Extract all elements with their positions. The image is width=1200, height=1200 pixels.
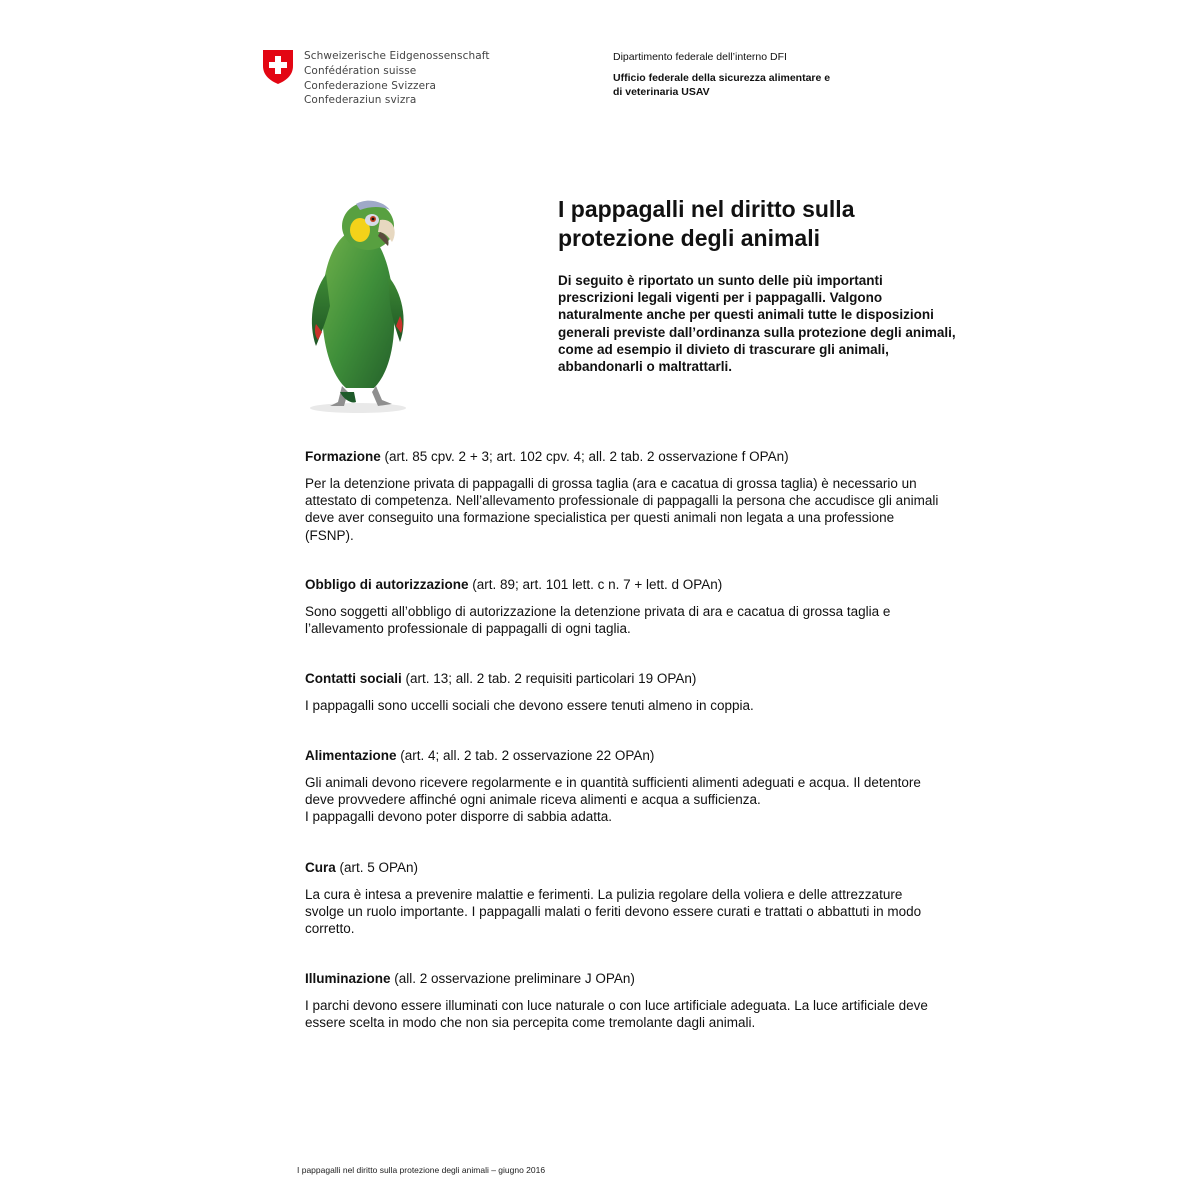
section-body: I pappagalli sono uccelli sociali che devono essere tenuti almeno in coppia.	[305, 698, 754, 713]
section-cura	[305, 859, 945, 938]
section-heading	[305, 970, 945, 988]
section-body: Gli animali devono ricevere regolarmente e in quantità sufficienti alimenti adeguati e acqua. Il detentore deve provvedere affinché ogni animale riceva alimenti e acqua a sufficienza. I pappagalli devono poter disporre di sabbia adatta.	[305, 775, 921, 825]
section-reference: (all. 2 osservazione preliminare J OPAn)	[394, 971, 635, 986]
section-contatti-sociali	[305, 670, 754, 714]
section-body: Per la detenzione privata di pappagalli di grossa taglia (ara e cacatua di grossa taglia) è necessario un attestato di competenza. Nell’allevamento professionale di pappagalli la persona che accudisce gli animali deve aver conseguito una formazione specialistica per questi animali non legata a una professione (FSNP).	[305, 476, 939, 543]
confederation-names	[304, 49, 490, 108]
section-body: Sono soggetti all’obbligo di autorizzazione la detenzione privata di ara e cacatua di grossa taglia e l’allevamento professionale di pappagalli di ogni taglia.	[305, 604, 891, 637]
section-reference: (art. 4; all. 2 tab. 2 osservazione 22 OPAn)	[400, 748, 655, 763]
section-reference: (art. 13; all. 2 tab. 2 requisiti particolari 19 OPAn)	[405, 671, 697, 686]
section-title: Illuminazione	[305, 971, 391, 986]
section-reference: (art. 85 cpv. 2 + 3; art. 102 cpv. 4; all. 2 tab. 2 osservazione f OPAn)	[384, 449, 789, 464]
confederation-name-it: Confederazione Svizzera	[304, 79, 437, 92]
document-title: I pappagalli nel diritto sulla protezione degli animali	[558, 196, 855, 251]
confederation-name-rm: Confederaziun svizra	[304, 94, 417, 107]
department-name: Dipartimento federale dell’interno DFI	[613, 51, 787, 63]
office-line-2: di veterinaria USAV	[613, 86, 710, 98]
office-line-1: Ufficio federale della sicurezza alimentare e	[613, 72, 831, 84]
section-heading	[305, 747, 945, 765]
section-heading	[305, 448, 945, 466]
section-reference: (art. 5 OPAn)	[339, 860, 419, 875]
section-heading	[305, 859, 945, 877]
section-alimentazione	[305, 747, 945, 826]
section-title: Alimentazione	[305, 748, 397, 763]
swiss-cross-shield-icon	[262, 49, 294, 85]
page-footer: I pappagalli nel diritto sulla protezione degli animali – giugno 2016	[297, 1165, 546, 1175]
section-illuminazione	[305, 970, 945, 1031]
section-obbligo-di-autorizzazione	[305, 576, 945, 637]
department-block	[613, 50, 830, 99]
lead-paragraph: Di seguito è riportato un sunto delle più importanti prescrizioni legali vigenti per i pappagalli. Valgono naturalmente anche per questi animali tutte le disposizioni generali previste dall’ordinanza sulla protezione degli animali, come ad esempio il divieto di trascurare gli animali, abbandonarli o maltrattarli.	[558, 273, 956, 375]
section-title: Obbligo di autorizzazione	[305, 577, 469, 592]
section-formazione	[305, 448, 945, 544]
section-body: I parchi devono essere illuminati con luce naturale o con luce artificiale adeguata. La luce artificiale deve essere scelta in modo che non sia percepita come tremolante dagli animali.	[305, 998, 928, 1031]
page-header	[0, 0, 1200, 120]
confederation-name-de: Schweizerische Eidgenossenschaft	[304, 50, 490, 62]
section-heading	[305, 670, 754, 688]
confederation-name-fr: Confédération suisse	[304, 64, 417, 77]
section-heading	[305, 576, 945, 594]
section-title: Formazione	[305, 449, 381, 464]
section-title: Cura	[305, 860, 336, 875]
office-name	[613, 71, 830, 99]
section-body: La cura è intesa a prevenire malattie e ferimenti. La pulizia regolare della voliera e delle attrezzature svolge un ruolo importante. I pappagalli malati o feriti devono essere curati e trattati o abbattuti in modo corretto.	[305, 887, 922, 937]
section-title: Contatti sociali	[305, 671, 402, 686]
section-reference: (art. 89; art. 101 lett. c n. 7 + lett. d OPAn)	[472, 577, 723, 592]
parrot-image	[296, 196, 426, 416]
